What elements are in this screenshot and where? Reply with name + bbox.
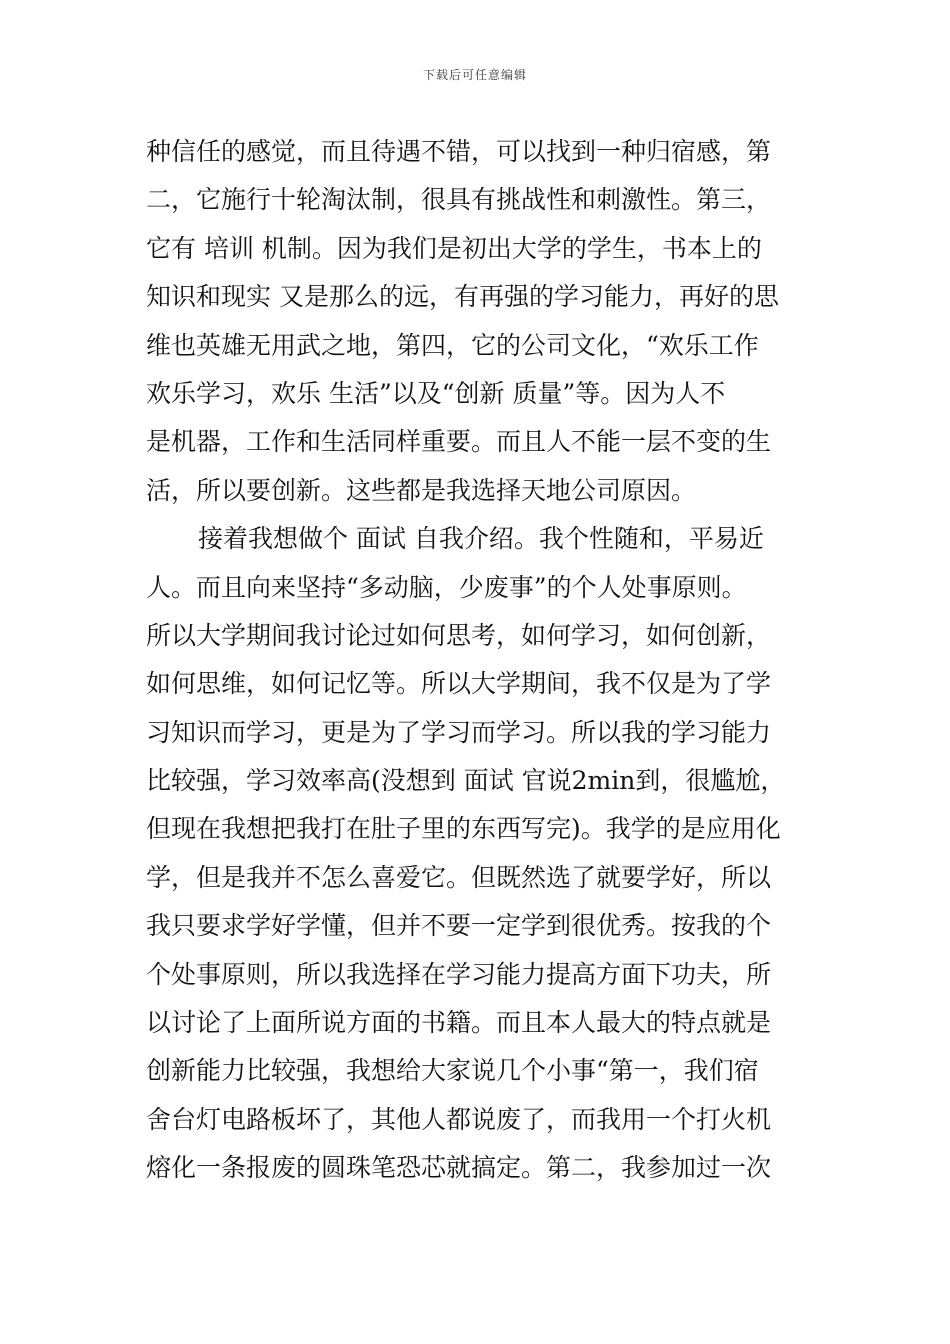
text-line: 如何思维，如何记忆等。所以大学期间，我不仅是为了学 xyxy=(146,669,772,699)
text-line: 但现在我想把我打在肚子里的东西写完)。我学的是应用化 xyxy=(146,814,781,844)
text-line: 所以大学期间我讨论过如何思考，如何学习，如何创新， xyxy=(146,620,772,650)
text-line: 欢乐学习，欢乐 生活”以及“创新 质量”等。因为人不 xyxy=(146,378,726,408)
text-line: 它有 培训 机制。因为我们是初出大学的学生，书本上的 xyxy=(146,233,762,263)
text-line: 比较强，学习效率高(没想到 面试 官说2min到，很尴尬， xyxy=(146,766,786,796)
paragraph-start-line: 接着我想做个 面试 自我介绍。我个性随和，平易近 xyxy=(198,524,764,554)
text-line: 舍台灯电路板坏了，其他人都说废了，而我用一个打火机 xyxy=(146,1104,772,1134)
text-line: 创新能力比较强，我想给大家说几个小事“第一，我们宿 xyxy=(146,1056,759,1086)
text-line: 熔化一条报废的圆珠笔恐芯就搞定。第二，我参加过一次 xyxy=(146,1153,772,1183)
page-header: 下载后可任意编辑 xyxy=(422,68,527,82)
text-line: 二，它施行十轮淘汰制，很具有挑战性和刺激性。第三， xyxy=(146,185,772,215)
document-body xyxy=(146,128,810,1193)
text-line: 维也英雄无用武之地，第四，它的公司文化，“欢乐工作 xyxy=(146,330,759,360)
text-line: 习知识而学习，更是为了学习而学习。所以我的学习能力 xyxy=(146,717,772,747)
text-line: 我只要求学好学懂，但并不要一定学到很优秀。按我的个 xyxy=(146,911,772,941)
text-line: 人。而且向来坚持“多动脑，少废事”的个人处事原则。 xyxy=(146,572,747,602)
text-line: 是机器，工作和生活同样重要。而且人不能一层不变的生 xyxy=(146,427,772,457)
text-line: 知识和现实 又是那么的远，有再强的学习能力，再好的思 xyxy=(146,282,779,312)
text-line: 学，但是我并不怎么喜爱它。但既然选了就要学好，所以 xyxy=(146,862,772,892)
text-line: 种信任的感觉，而且待遇不错，可以找到一种归宿感，第 xyxy=(146,137,772,166)
text-line: 个处事原则，所以我选择在学习能力提高方面下功夫，所 xyxy=(146,959,772,989)
text-line: 活，所以要创新。这些都是我选择天地公司原因。 xyxy=(146,475,697,505)
text-line: 以讨论了上面所说方面的书籍。而且本人最大的特点就是 xyxy=(146,1008,772,1038)
